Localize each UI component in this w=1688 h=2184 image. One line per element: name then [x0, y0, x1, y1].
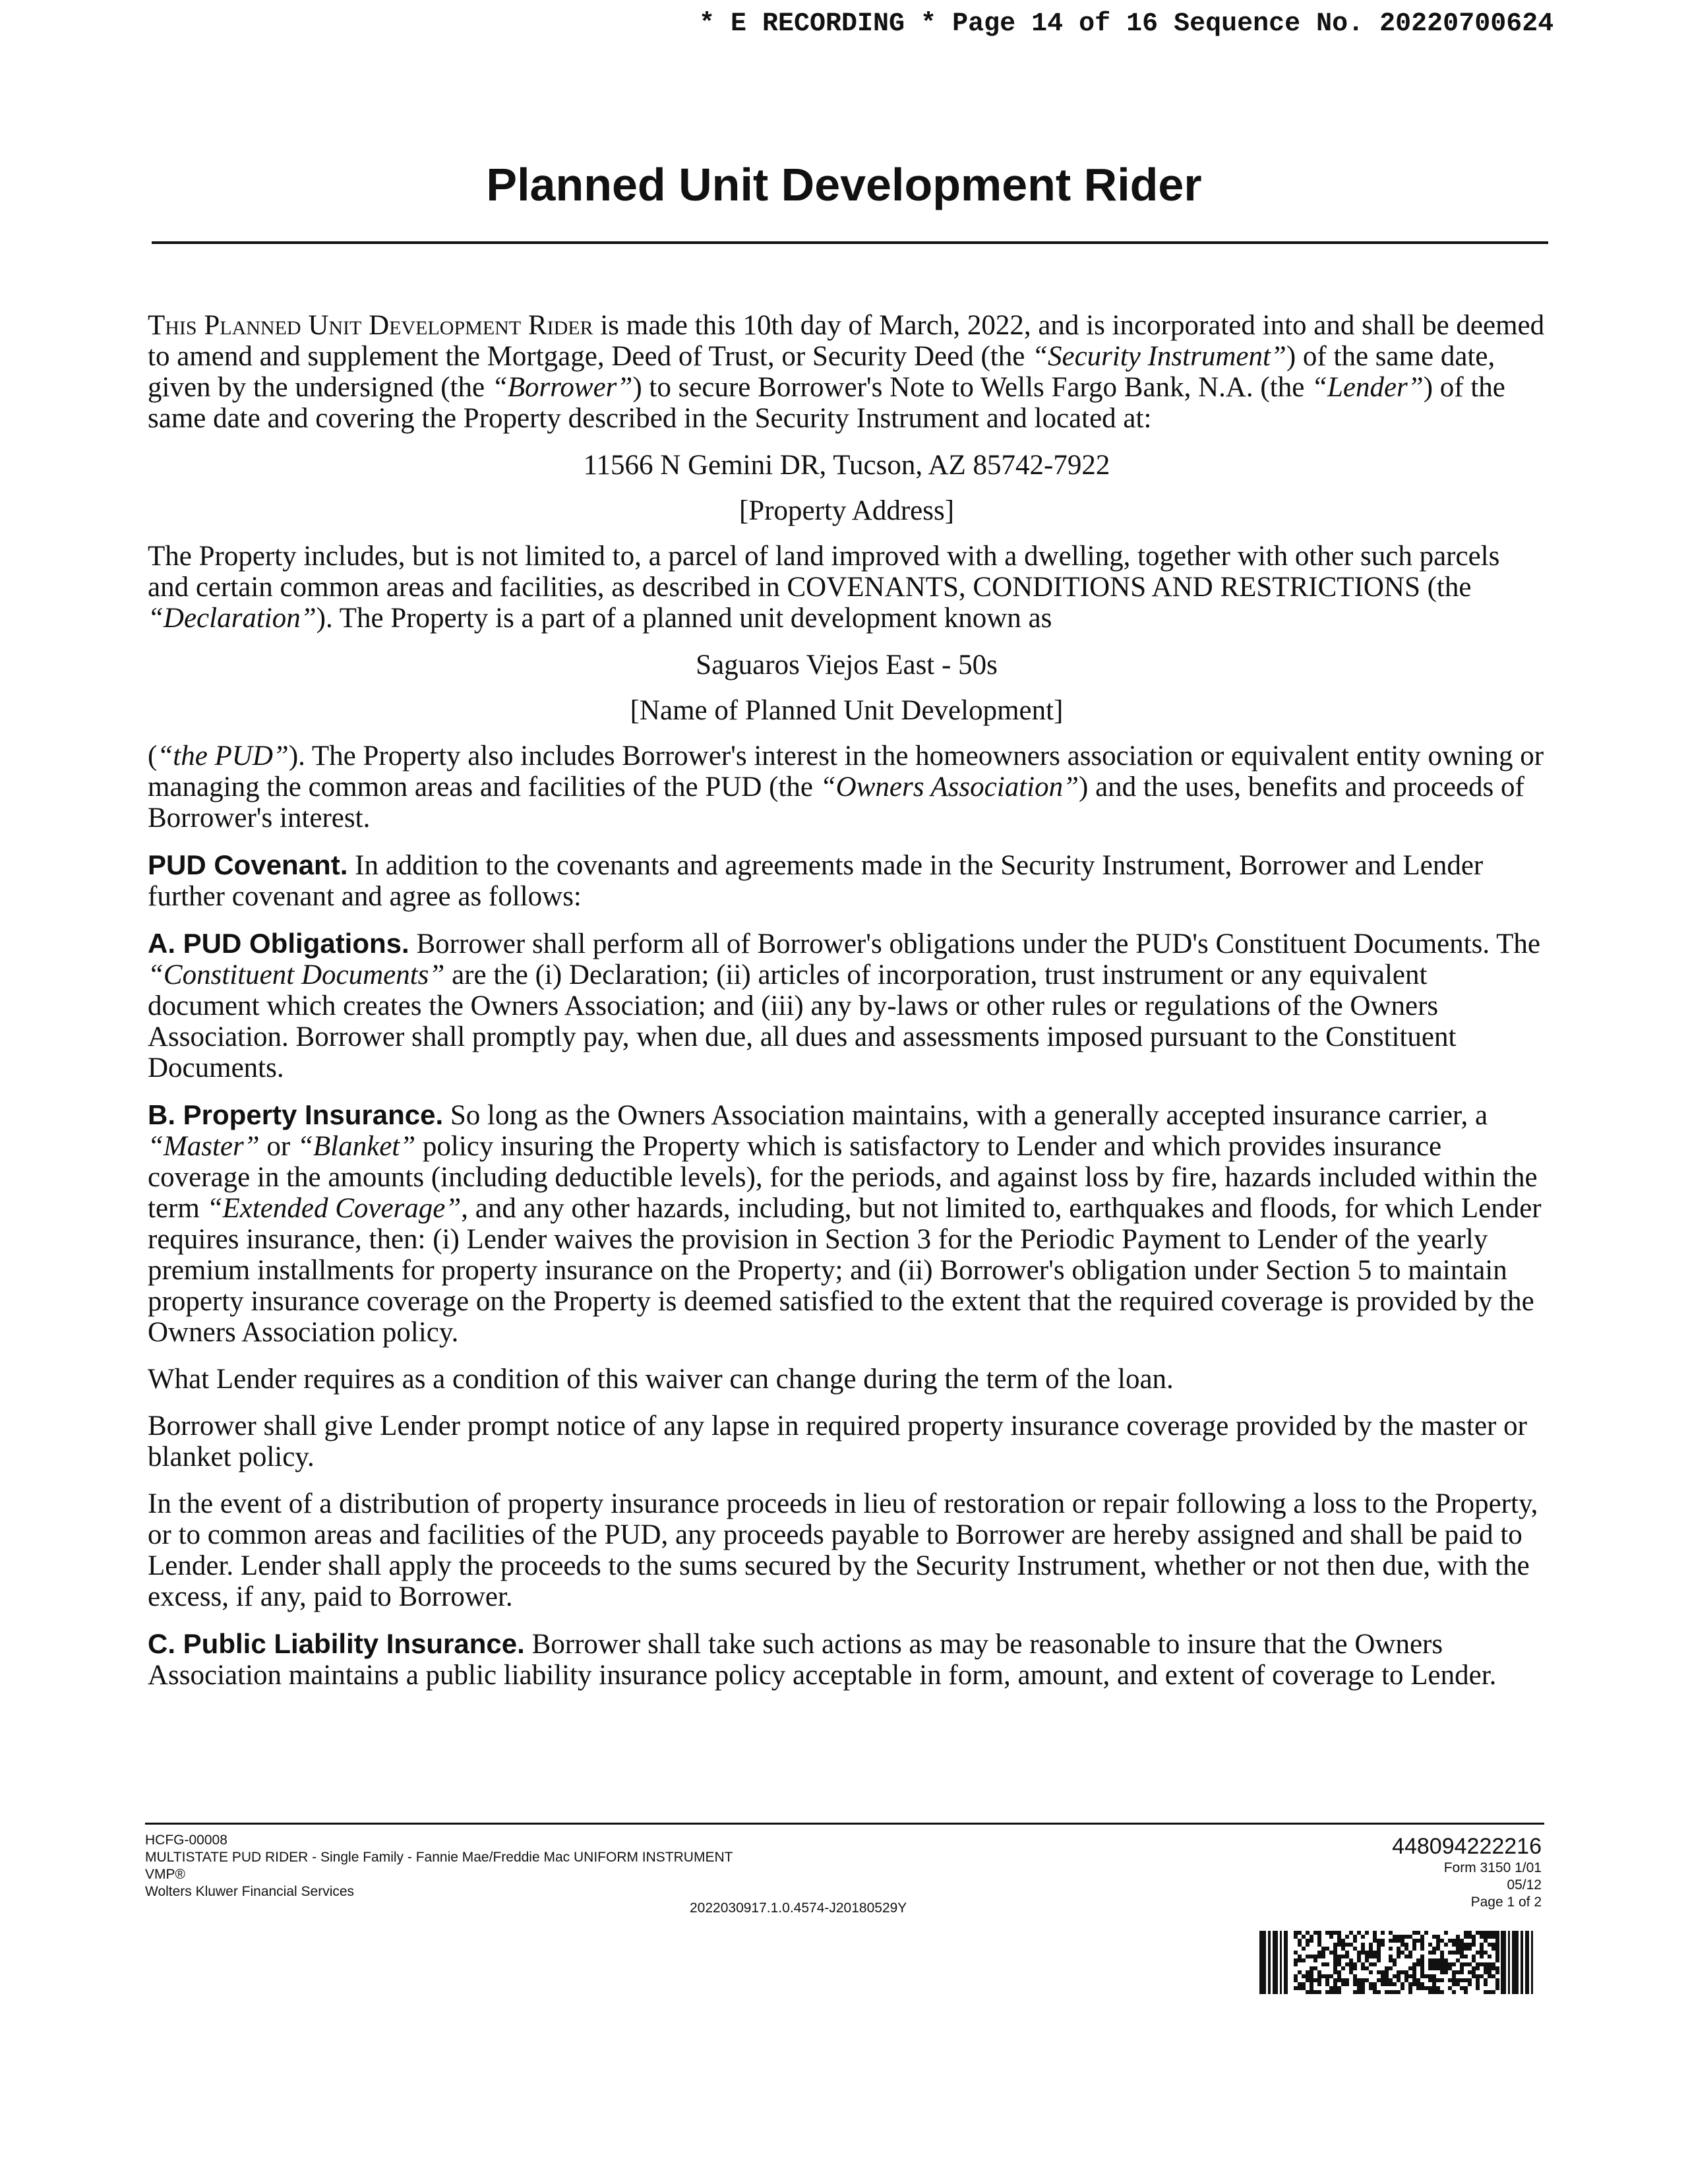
- barcode-image: [1259, 1931, 1539, 1994]
- title-divider: [152, 241, 1548, 244]
- section-a-text-2: are the (i) Declaration; (ii) articles of incorporation, trust instrument or any equivalent document which creates the Owners Association; and (iii) any by-laws or other rules or regulations of the Owners Association. Borrower shall promptly pay, when due, all dues and assessments imposed pursuant to the Constituent Documents.: [148, 959, 1457, 1083]
- form-number: Form 3150 1/01: [1443, 1860, 1542, 1875]
- form-revision: 05/12: [1507, 1877, 1542, 1893]
- pud-covenant-text: In addition to the covenants and agreements made in the Security Instrument, Borrower and Lender further covenant and agree as follows:: [148, 850, 1484, 912]
- property-address-label: [Property Address]: [738, 495, 955, 526]
- section-c-paragraph: [148, 1628, 1546, 1691]
- intro-text-4: ) of the same date and covering the Property described in the Security Instrument and located at:: [148, 372, 1505, 434]
- pud-text-1: ). The Property also includes Borrower's interest in the homeowners association or equivalent entity owning or managing the common areas and facilities of the PUD (the: [148, 741, 1544, 803]
- property-paragraph: [148, 541, 1546, 634]
- footer-right: [1392, 1833, 1542, 1911]
- property-text-1: The Property includes, but is not limited to, a parcel of land improved with a dwelling, together with other such parcels and certain common areas and facilities, as described in COVENANTS, CONDITIONS AND RESTRICTIONS (the: [148, 541, 1500, 603]
- pud-text-2: ) and the uses, benefits and proceeds of Borrower's interest.: [148, 772, 1524, 834]
- section-b-text-1: So long as the Owners Association maintains, with a generally accepted insurance carrier, a: [443, 1100, 1488, 1131]
- section-b-heading: B. Property Insurance.: [148, 1099, 444, 1130]
- term-extended-coverage: “Extended Coverage”: [206, 1193, 462, 1224]
- intro-paragraph: [148, 310, 1546, 434]
- term-constituent-documents: “Constituent Documents”: [148, 959, 445, 990]
- property-address: 11566 N Gemini DR, Tucson, AZ 85742-7922: [583, 450, 1110, 481]
- loan-number: 448094222216: [1392, 1834, 1542, 1859]
- term-the-pud: “the PUD”: [157, 741, 289, 772]
- section-b-paragraph: [148, 1099, 1546, 1348]
- pud-name: Saguaros Viejos East - 50s: [696, 650, 998, 681]
- page-number: Page 1 of 2: [1470, 1895, 1542, 1910]
- section-b-waiver-paragraph: What Lender requires as a condition of this waiver can change during the term of the loan.: [148, 1364, 1174, 1395]
- term-lender: “Lender”: [1311, 372, 1424, 403]
- section-c-heading: C. Public Liability Insurance.: [148, 1628, 525, 1659]
- footer-left: [145, 1832, 733, 1900]
- term-security-instrument: “Security Instrument”: [1032, 341, 1286, 372]
- footer-form-code: HCFG-00008: [145, 1833, 227, 1848]
- intro-lead: This Planned Unit Development Rider: [148, 310, 593, 341]
- term-borrower: “Borrower”: [491, 372, 633, 403]
- section-b-text-2: or: [259, 1131, 297, 1162]
- section-a-paragraph: [148, 928, 1546, 1083]
- footer-vmp: VMP®: [145, 1867, 185, 1882]
- footer-publisher: Wolters Kluwer Financial Services: [145, 1884, 355, 1899]
- section-c-text: Borrower shall take such actions as may be reasonable to insure that the Owners Association maintains a public liability insurance policy acceptable in form, amount, and extent of coverage to Lender.: [148, 1629, 1497, 1691]
- term-owners-association: “Owners Association”: [820, 772, 1079, 803]
- section-a-heading: A. PUD Obligations.: [148, 928, 409, 959]
- pud-paragraph: [148, 741, 1546, 834]
- footer-divider: [145, 1823, 1544, 1825]
- term-declaration: “Declaration”: [148, 603, 316, 634]
- section-a-text-1: Borrower shall perform all of Borrower's obligations under the PUD's Constituent Documents. The: [409, 928, 1540, 959]
- pud-name-label: [Name of Planned Unit Development]: [630, 695, 1064, 726]
- section-b-text-3: policy insuring the Property which is satisfactory to Lender and which provides insurance coverage in the amounts (including deductible levels), for the periods, and against loss by fire, hazards included within the term: [148, 1131, 1538, 1224]
- pud-covenant-paragraph: [148, 849, 1546, 912]
- footer-doc-id: 2022030917.1.0.4574-J20180529Y: [690, 1900, 907, 1916]
- pud-covenant-heading: PUD Covenant.: [148, 849, 348, 880]
- recording-header: * E RECORDING * Page 14 of 16 Sequence No. 20220700624: [699, 9, 1554, 39]
- document-body: [148, 310, 1546, 1707]
- intro-text-3: ) to secure Borrower's Note to Wells Fargo Bank, N.A. (the: [632, 372, 1312, 403]
- intro-text-2: ) of the same date, given by the undersigned (the: [148, 341, 1495, 403]
- section-b-notice-paragraph: Borrower shall give Lender prompt notice of any lapse in required property insurance coverage provided by the master or blanket policy.: [148, 1410, 1527, 1472]
- footer-form-line: MULTISTATE PUD RIDER - Single Family - Fannie Mae/Freddie Mac UNIFORM INSTRUMENT: [145, 1850, 733, 1865]
- section-b-proceeds-paragraph: In the event of a distribution of property insurance proceeds in lieu of restoration or repair following a loss to the Property, or to common areas and facilities of the PUD, any proceeds payable to Borrower are hereby assigned and shall be paid to Lender. Lender shall apply the proceeds to the sums secured by the Security Instrument, whether or not then due, with the excess, if any, paid to Borrower.: [148, 1488, 1538, 1612]
- document-title: Planned Unit Development Rider: [486, 159, 1202, 210]
- section-b-text-4: , and any other hazards, including, but not limited to, earthquakes and floods, for which Lender requires insurance, then: (i) Lender waives the provision in Section 3 for the Periodic Payment to Lender of the yearly premium installments for property insurance on the Property; and (ii) Borrower's obligation under Section 5 to maintain property insurance coverage on the Property is deemed satisfied to the extent that the required coverage is provided by the Owners Association policy.: [148, 1193, 1542, 1348]
- intro-text-1: is made this 10th day of March, 2022, and is incorporated into and shall be deemed to amend and supplement the Mortgage, Deed of Trust, or Security Deed (the: [148, 310, 1545, 372]
- term-master: “Master”: [148, 1131, 260, 1162]
- property-text-2: ). The Property is a part of a planned unit development known as: [316, 603, 1052, 634]
- pud-text-0: (: [148, 741, 158, 772]
- term-blanket: “Blanket”: [297, 1131, 416, 1162]
